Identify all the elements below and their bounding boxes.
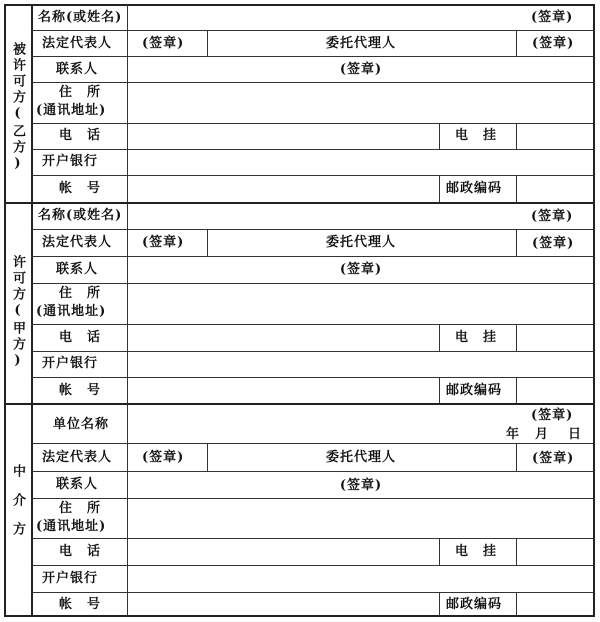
phone-label: 电 话 <box>59 330 102 345</box>
cell-divider <box>516 324 517 351</box>
cell-divider <box>516 30 517 56</box>
date-month: 月 <box>535 427 550 442</box>
contact-signature: (签章) <box>339 62 383 77</box>
cell-divider <box>207 229 208 256</box>
section-divider <box>5 202 594 204</box>
cell-divider <box>439 123 440 149</box>
row-divider <box>31 498 594 499</box>
row-divider <box>31 149 594 150</box>
row-divider <box>31 229 594 230</box>
agent-signature: (签章) <box>532 236 575 251</box>
name-label: 名称(或姓名) <box>38 208 123 223</box>
contact-label: 联系人 <box>56 262 99 277</box>
phone-label: 电 话 <box>59 544 102 559</box>
agent-signature: (签章) <box>532 451 575 466</box>
contact-label: 联系人 <box>56 62 99 77</box>
contact-label: 联系人 <box>56 477 99 492</box>
address-sub-label: (通讯地址) <box>36 103 107 118</box>
cell-divider <box>439 538 440 565</box>
postcode-label: 邮政编码 <box>446 181 503 196</box>
date-year: 年 <box>506 427 521 442</box>
row-divider <box>31 471 594 472</box>
cell-divider <box>516 592 517 616</box>
bank-label: 开户银行 <box>42 154 99 169</box>
legal-rep-signature: (签章) <box>142 36 185 51</box>
agent-label: 委托代理人 <box>325 36 397 51</box>
fax-label: 电 挂 <box>455 128 498 143</box>
agent-signature: (签章) <box>532 36 575 51</box>
row-divider <box>31 175 594 176</box>
row-divider <box>31 283 594 284</box>
fax-label: 电 挂 <box>455 544 498 559</box>
legal-rep-label: 法定代表人 <box>42 235 113 250</box>
postcode-label: 邮政编码 <box>446 597 503 612</box>
cell-divider <box>439 377 440 403</box>
row-divider <box>31 592 594 593</box>
cell-divider <box>207 30 208 56</box>
field-label-divider <box>127 5 128 616</box>
phone-label: 电 话 <box>59 128 102 143</box>
contact-signature: (签章) <box>339 262 383 277</box>
name-signature: (签章) <box>531 408 574 423</box>
row-divider <box>31 377 594 378</box>
section-label-licensor: 许可方(甲方) <box>10 255 25 371</box>
row-divider <box>31 324 594 325</box>
agent-label: 委托代理人 <box>325 450 397 465</box>
section-divider <box>5 403 594 405</box>
name-signature: (签章) <box>531 10 574 25</box>
postcode-label: 邮政编码 <box>446 383 503 398</box>
cell-divider <box>516 377 517 403</box>
address-label: 住 所 <box>59 85 102 100</box>
section-label-licensee: 被许可方(乙方) <box>10 42 25 174</box>
name-label: 名称(或姓名) <box>38 10 123 25</box>
address-sub-label: (通讯地址) <box>36 304 107 319</box>
account-label: 帐 号 <box>59 597 102 612</box>
row-divider <box>31 256 594 257</box>
legal-rep-label: 法定代表人 <box>42 450 113 465</box>
row-divider <box>31 30 594 31</box>
section-label-divider <box>31 5 33 616</box>
cell-divider <box>516 175 517 202</box>
cell-divider <box>516 123 517 149</box>
agent-label: 委托代理人 <box>325 235 397 250</box>
account-label: 帐 号 <box>59 383 102 398</box>
row-divider <box>31 56 594 57</box>
contact-signature: (签章) <box>339 478 383 493</box>
bank-label: 开户银行 <box>42 571 99 586</box>
cell-divider <box>439 592 440 616</box>
name-signature: (签章) <box>531 209 574 224</box>
fax-label: 电 挂 <box>455 330 498 345</box>
row-divider <box>31 443 594 444</box>
legal-rep-signature: (签章) <box>142 235 185 250</box>
cell-divider <box>439 175 440 202</box>
section-label-intermediary: 中介方 <box>10 464 25 551</box>
cell-divider <box>516 229 517 256</box>
cell-divider <box>516 538 517 565</box>
row-divider <box>31 351 594 352</box>
cell-divider <box>207 443 208 471</box>
address-label: 住 所 <box>59 286 102 301</box>
row-divider <box>31 82 594 83</box>
row-divider <box>31 538 594 539</box>
row-divider <box>31 565 594 566</box>
address-label: 住 所 <box>59 501 102 516</box>
unit-name-label: 单位名称 <box>53 417 110 432</box>
row-divider <box>31 123 594 124</box>
cell-divider <box>516 443 517 471</box>
address-sub-label: (通讯地址) <box>36 519 107 534</box>
legal-rep-label: 法定代表人 <box>42 36 113 51</box>
account-label: 帐 号 <box>59 181 102 196</box>
bank-label: 开户银行 <box>42 356 99 371</box>
cell-divider <box>439 324 440 351</box>
date-day: 日 <box>568 427 583 442</box>
legal-rep-signature: (签章) <box>142 450 185 465</box>
